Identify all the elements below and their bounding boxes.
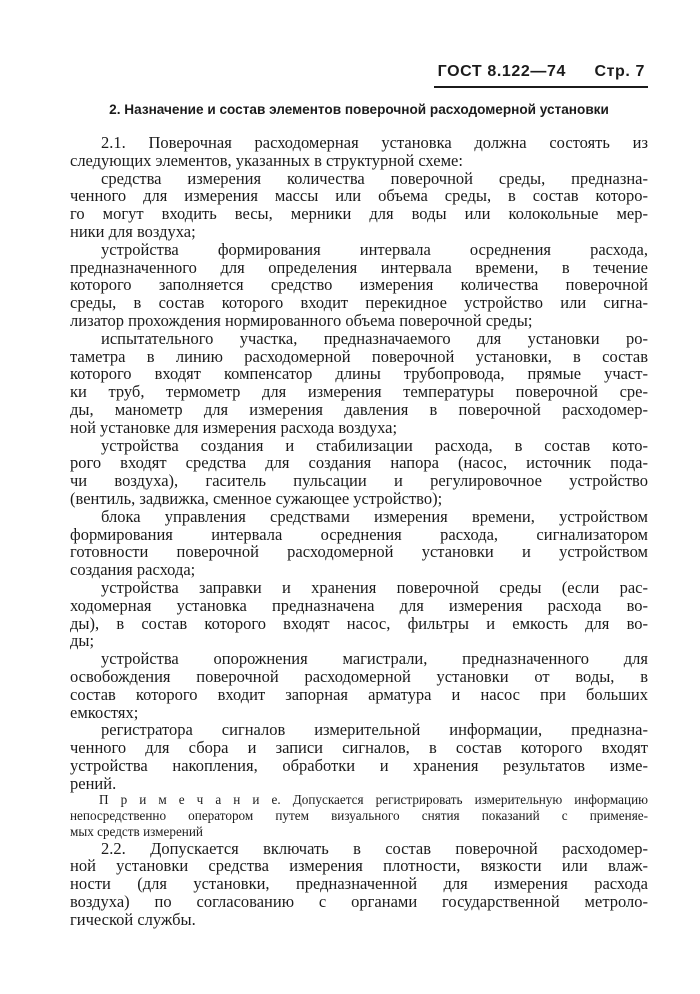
text-line: го могут входить весы, мерники для воды или колокольные мер- bbox=[70, 204, 648, 224]
page-number: Стр. 7 bbox=[594, 63, 645, 80]
text-line: чи воздуха), гаситель пульсации и регулировочное устройство bbox=[70, 471, 648, 491]
text-line: устройства создания и стабилизации расхода, в состав кото- bbox=[101, 435, 648, 455]
text-line: ной установки средства измерения плотности, вязкости или влаж- bbox=[70, 856, 648, 876]
text-line: непосредственно оператором путем визуального снятия показаний с применяе- bbox=[70, 808, 648, 824]
text-line: ды), в состав которого входят насос, фильтры и емкость для во- bbox=[70, 613, 648, 633]
text-line: которого заполняется средство измерения количества поверочной bbox=[70, 275, 648, 295]
para-emptying-device bbox=[70, 650, 648, 721]
para-flow-creation-device bbox=[70, 437, 648, 508]
text-line: регистратора сигналов измерительной информации, предназна- bbox=[101, 720, 648, 740]
text-line: предназначенного для определения интервала времени, в течение bbox=[70, 257, 648, 277]
text-line: ченного для измерения массы или объема среды, в состав которо- bbox=[70, 186, 648, 206]
text-line: освобождения поверочной расходомерной установки от воды, в bbox=[70, 666, 648, 686]
page-header bbox=[70, 64, 648, 88]
text-line: устройства опорожнения магистрали, предназначенного для bbox=[101, 649, 648, 669]
text-line: гической службы. bbox=[70, 909, 196, 929]
standard-number: ГОСТ 8.122—74 bbox=[437, 63, 566, 80]
para-2-2 bbox=[70, 840, 648, 929]
text-line: 2.2. Допускается включать в состав поверочной расходомер- bbox=[101, 838, 648, 858]
para-note bbox=[70, 792, 648, 839]
text-line: блока управления средствами измерения времени, устройством bbox=[101, 506, 648, 526]
text-line: ной установке для измерения расхода воздуха; bbox=[70, 417, 398, 437]
document-body bbox=[70, 134, 648, 929]
para-filling-storage-device bbox=[70, 579, 648, 650]
text-line: ники для воздуха; bbox=[70, 221, 196, 241]
text-line: ки труб, термометр для измерения температуры поверочной сре- bbox=[70, 382, 648, 402]
text-line: следующих элементов, указанных в структурной схеме: bbox=[70, 150, 463, 170]
text-line: которого входят компенсатор длины трубопровода, прямые участ- bbox=[70, 364, 648, 384]
text-line: устройства формирования интервала осреднения расхода, bbox=[101, 239, 648, 259]
text-line: (вентиль, задвижка, сменное сужающее устройство); bbox=[70, 488, 443, 508]
text-line: ности (для установки, предназначенной для измерения расхода bbox=[70, 874, 648, 894]
para-interval-forming-device bbox=[70, 241, 648, 330]
text-line: ды, манометр для измерения давления в поверочной расходомер- bbox=[70, 399, 648, 419]
text-line: средства измерения количества поверочной среды, предназна- bbox=[101, 168, 648, 188]
text-line: ды; bbox=[70, 631, 95, 651]
text-line: готовности поверочной расходомерной установки и устройством bbox=[70, 542, 648, 562]
text-line: емкостях; bbox=[70, 702, 139, 722]
text-line: среды, в состав которого входит перекидное устройство или сигна- bbox=[70, 293, 648, 313]
para-control-unit bbox=[70, 508, 648, 579]
text-line: рого входят средства для создания напора (насос, источник пода- bbox=[70, 453, 648, 473]
header-underlined-group bbox=[434, 64, 648, 88]
para-means-of-measurement bbox=[70, 170, 648, 241]
text-line: воздуха) по согласованию с органами государственной метроло- bbox=[70, 891, 648, 911]
text-line: рений. bbox=[70, 773, 117, 793]
text-line: устройства заправки и хранения поверочной среды (если рас- bbox=[101, 577, 648, 597]
text-line: ченного для сбора и записи сигналов, в состав которого входят bbox=[70, 738, 648, 758]
para-2-1 bbox=[70, 134, 648, 170]
section-heading: 2. Назначение и состав элементов поверочной расходомерной установки bbox=[109, 102, 609, 117]
text-line: П р и м е ч а н и е. Допускается регистрировать измерительную информацию bbox=[99, 792, 648, 808]
text-line: таметра в линию расходомерной поверочной установки, в состав bbox=[70, 346, 648, 366]
para-test-section bbox=[70, 330, 648, 437]
text-line: формирования интервала осреднения расхода, сигнализатором bbox=[70, 524, 648, 544]
text-line: ходомерная установка предназначена для измерения расхода во- bbox=[70, 595, 648, 615]
text-line: лизатор прохождения нормированного объема поверочной среды; bbox=[70, 310, 533, 330]
text-line: испытательного участка, предназначаемого для установки ро- bbox=[101, 328, 648, 348]
text-line: 2.1. Поверочная расходомерная установка должна состоять из bbox=[101, 133, 648, 152]
text-line: состав которого входит запорная арматура и насос при больших bbox=[70, 684, 648, 704]
text-line: создания расхода; bbox=[70, 560, 196, 580]
para-signal-recorder bbox=[70, 721, 648, 792]
text-line: устройства накопления, обработки и хранения результатов изме- bbox=[70, 755, 648, 775]
text-line: мых средств измерений bbox=[70, 823, 203, 839]
